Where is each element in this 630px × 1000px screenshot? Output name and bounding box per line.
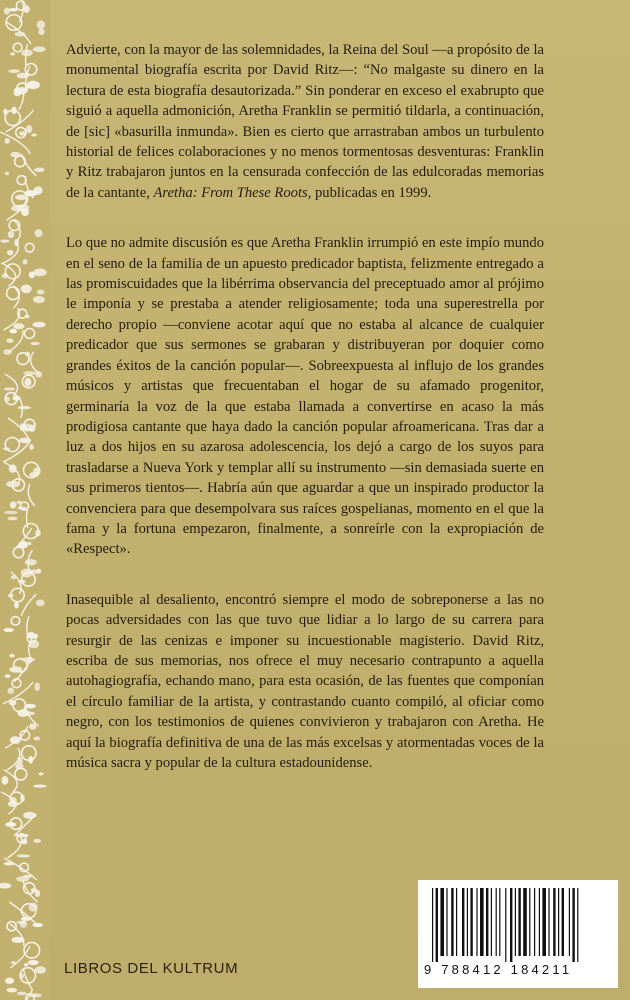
synopsis-paragraph-3: Inasequible al desaliento, encontró siempre el modo de sobreponerse a las no pocas adversidades con las que tuvo que lidiar a lo largo de su carrera para resurgir de las cenizas e imponer su incuestionable magisterio. David Ritz, escriba de sus memorias, nos ofrece el muy necesario contrapunto a aquella autohagiografía, echando mano, para esta ocasión, de las fuentes que componían el círculo familiar de la artista, y contrastando cuanto compiló, al oficiar como negro, con los testimonios de quienes convivieron y trabajaron con Aretha. He aquí la biografía definitiva de una de las más excelsas y atormentadas voces de la música sacra y popular de la cultura estadounidense. [66,591,544,771]
lace-pattern-icon [0,0,50,1000]
isbn-digits: 9 788412 184211 [424,962,573,977]
isbn-barcode [418,880,618,988]
publisher-name: LIBROS DEL KULTRUM [64,960,239,977]
lace-border-decoration [0,0,50,1000]
book-title-reference: Aretha: From These Roots [153,184,308,201]
synopsis-text [66,40,544,803]
synopsis-paragraph-1: Advierte, con la mayor de las solemnidades, la Reina del Soul —a propósito de la monumental biografía escrita por David Ritz—: “No malgaste su dinero en la lectura de esta biografía desautorizada.” Sin ponderar en exceso el exabrupto que siguió a aquella admonición, Aretha Franklin se permitió tildarla, a continuación, de [sic] «basurilla inmunda». Bien es cierto que arrastraban ambos un turbulento historial de felices colaboraciones y no menos tormentosas desventuras: Franklin y Ritz trabajaron juntos en la censurada confección de las edulcoradas memorias de la cantante, Aretha: From These Roots, publicadas en 1999. [66,42,544,201]
barcode-bars-icon [428,888,608,962]
synopsis-paragraph-2: Lo que no admite discusión es que Aretha Franklin irrumpió en este impío mundo en el seno de la familia de un apuesto predicador baptista, felizmente entregado a las promiscuidades que la libérrima observancia del preceptuado amor al prójimo le imponía y se prestaba a atender religiosamente; toda una superestrella por derecho propio —conviene acotar aquí que no estaba al alcance de cualquier predicador que sus sermones se grabaran y distribuyeran por doquier como grandes éxitos de la canción popular—. Sobreexpuesta al influjo de los grandes músicos y artistas que frecuentaban el hogar de su afamado progenitor, germinaría la voz de la que estaba llamada a convertirse en acaso la más prodigiosa cantante que haya dado la canción popular afroamericana. Tras dar a luz a dos hijos en su azarosa adolescencia, los dejó a cargo de los suyos para trasladarse a Nueva York y templar allí su instrumento —sin demasiada suerte en sus primeros tientos—. Habría aún que aguardar a que un inspirado productor la convenciera para que desempolvara sus raíces gospelianas, momento en el que la fama y la fortuna empezaron, finalmente, a sonreírle con la expropiación de «Respect». [66,235,544,558]
